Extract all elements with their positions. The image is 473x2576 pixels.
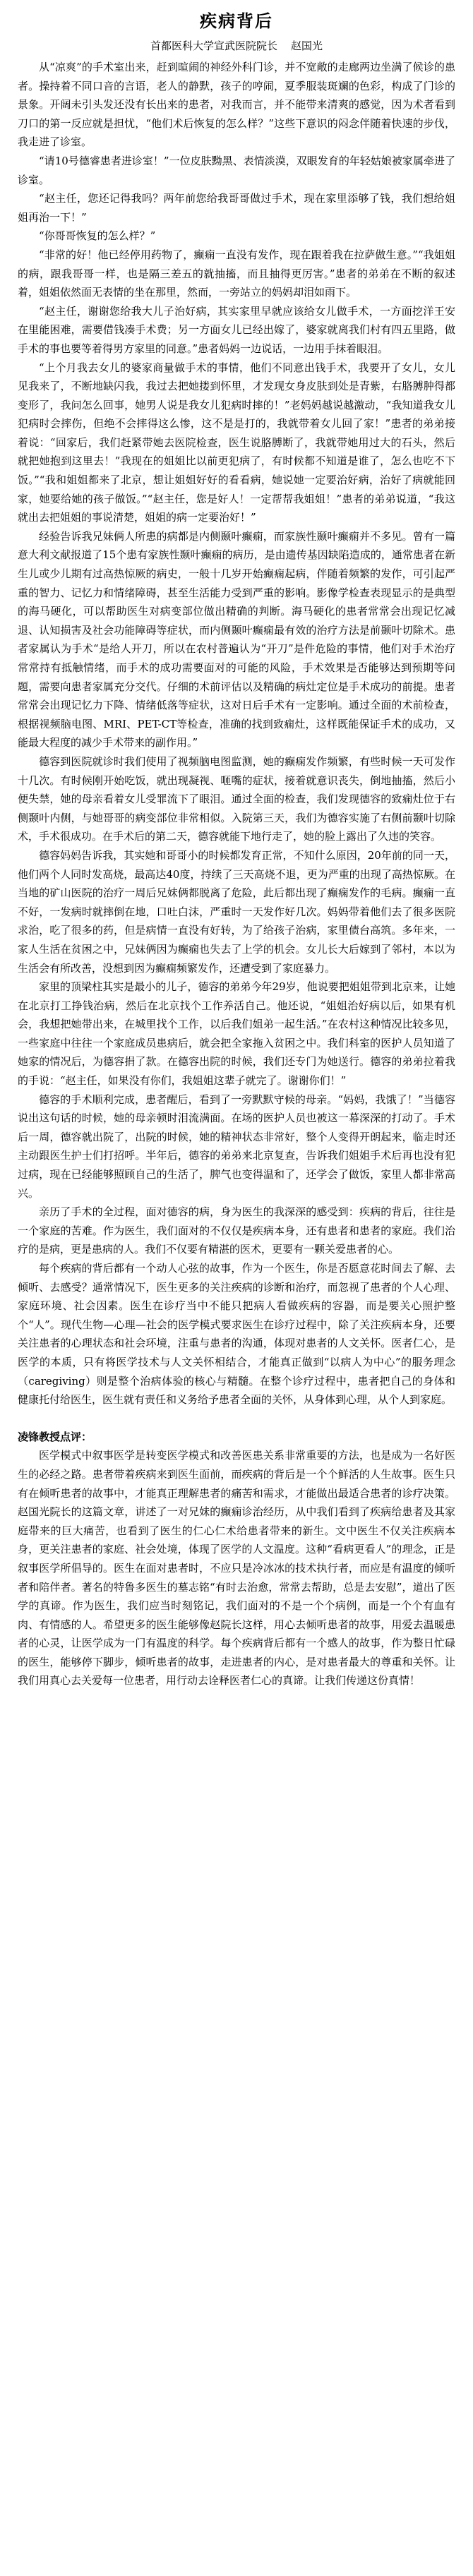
section-spacer <box>18 1409 455 1428</box>
commentary-paragraph: 医学模式中叙事医学是转变医学模式和改善医患关系非常重要的方法，也是成为一名好医生的必经之路。患者带着疾病来到医生面前，而疾病的背后是一个个鲜活的人生故事。医生只有在倾听患者的故事中，才能真正理解患者的痛苦和需求，才能做出最适合患者的诊疗决策。赵国光院长的这篇文章，讲述了一对兄妹的癫痫诊治经历，从中我们看到了疾病给患者及其家庭带来的巨大痛苦，也看到了医生的仁心仁术给患者带来的新生。文中医生不仅关注疾病本身，更关注患者的家庭、社会处境，体现了医学的人文温度。这种“看病更看人”的理念，正是叙事医学所倡导的。医生在面对患者时，不应只是冷冰冰的技术执行者，而应是有温度的倾听者和陪伴者。著名的特鲁多医生的墓志铭“有时去治愈，常常去帮助，总是去安慰”，道出了医学的真谛。作为医生，我们应当时刻铭记，我们面对的不是一个个病例，而是一个个有血有肉、有情感的人。希望更多的医生能够像赵院长这样，用心去倾听患者的故事，用爱去温暖患者的心灵，让医学成为一门有温度的科学。每个疾病背后都有一个感人的故事，作为整日忙碌的医生，能够停下脚步，倾听患者的故事，走进患者的内心，是对患者最大的尊重和关怀。让我们用真心去关爱每一位患者，用行动去诠释医者仁心的真谛。让我们传递这份真情！ <box>18 1449 455 1687</box>
commentary-heading: 凌锋教授点评： <box>18 1430 92 1443</box>
body-paragraph: “上个月我去女儿的婆家商量做手术的事情，他们不同意出钱手术，我要开了女儿，女儿见我来了，不断地缺闪我，我过去把她搂到怀里，才发现女身皮肤到处是青紫，右胳膊肿得都变形了，我问怎么回事，她男人说是我女儿犯病时摔的！”老妈妈越说越激动，“我知道我女儿犯病时会摔伤，但绝不会摔得这么惨，这不是是打的，我就带着女儿回了家！”患者的弟弟接着说：“回家后，我们赶紧带她去医院检查，医生说胳膊断了，我就带她用过大的石头，然后就把她抱到这里去！”我现在的姐姐比以前更犯病了，有时候都不知道是谁了，怎么也吃不下饭。”“我和姐姐都来了北京，想让姐姐好好的看看病，她说她一定要治好病，治好了病就能回家，她要给她的孩子做饭。”“赵主任，您是好人！一定帮帮我姐姐！”患者的弟弟说道，“我这就出去把姐姐的事说清楚，姐姐的病一定要治好！” <box>18 361 455 524</box>
body-paragraph: 德容到医院就诊时我们使用了视频脑电图监测，她的癫痫发作频繁，有些时候一天可发作十几次。有时候刚开始吃饭，就出现凝视、咂嘴的症状，接着就意识丧失，倒地抽搐，然后小便失禁，她的母亲看着女儿受罪流下了眼泪。通过全面的检查，我们发现德容的致痫灶位于右侧颞叶内侧，与她哥哥的病变部位非常相似。入院第三天，我们为德容实施了右侧前颞叶切除术，手术很成功。在手术后的第二天，德容就能下地行走了，她的脸上露出了久违的笑容。 <box>18 754 455 843</box>
article-title: 疾病背后 <box>200 11 273 31</box>
body-paragraph: “请10号德睿患者进诊室！”一位皮肤黝黑、表情淡漠，双眼发育的年轻姑娘被家属牵进了诊室。 <box>18 154 455 186</box>
body-paragraph: “赵主任，谢谢您给我大儿子治好病，其实家里早就应该给女儿做手术，一方面挖洋王安在里能困难，需要借钱凑手术费；另一方面女儿已经出嫁了，婆家就离我们村有四五里路，做手术的事也要等着得男方家里的同意。”患者妈妈一边说话，一边用手抹着眼泪。 <box>18 304 455 355</box>
body-paragraph: 经验告诉我兄妹俩人所患的病都是内侧颞叶癫痫，而家族性颞叶癫痫并不多见。曾有一篇意大利文献报道了15个患有家族性颞叶癫痫的病历，是由遗传基因缺陷造成的，通常患者在新生儿或少儿期有过高热惊厥的病史，一般十几岁开始癫痫起病，伴随着频繁的发作，可引起严重的智力、记忆力和情绪障碍，甚至生活能力受到严重的影响。影像学检查表现显示的是典型的海马硬化，可以帮助医生对病变部位做出精确的判断。海马硬化的患者常常会出现记忆减退、认知损害及社会功能障碍等症状，而内侧颞叶癫痫最有效的治疗方法是前颞叶切除术。患者家属认为手术“是给人开刀，所以在农村普遍认为“开刀”是件危险的事情，他们对手术治疗常常持有抵触情绪，而手术的成功需要面对的可能的风险，手术效果是否能够达到预期等问题，需要向患者家属充分交代。仔细的术前评估以及精确的病灶定位是手术成功的前提。患者常常会出现记忆力下降、情绪低落等症状，这对日后手术有一定影响。通过全面的术前检查，根据视频脑电图、MRI、PET-CT等检查，准确的找到致痫灶，这样既能保证手术的成功，又能最大程度的减少手术带来的副作用。” <box>18 529 455 750</box>
body-paragraph: 每个疾病的背后都有一个动人心弦的故事，作为一个医生，你是否愿意花时间去了解、去倾听、去感受？通常情况下，医生更多的关注疾病的诊断和治疗，而忽视了患者的个人心理、家庭环境、社会因素。医生在诊疗当中不能只把病人看做疾病的容器，而是要关心照护整个“人”。现代生物—心理—社会的医学模式要求医生在诊疗过程中，除了关注疾病本身，还要关注患者的心理状态和社会环境，注重与患者的沟通，体现对患者的人文关怀。医者仁心，是医学的本质，只有将医学技术与人文关怀相结合，才能真正做到“以病人为中心”的服务理念（caregiving）则是整个治病体验的核心与精髓。在整个诊疗过程中，患者把自己的身体和健康托付给医生，医生就有责任和义务给予患者全面的关怀，从身体到心理，从个人到家庭。 <box>18 1262 455 1407</box>
body-paragraph: 从“凉爽”的手术室出来，赶到暄闹的神经外科门诊，并不宽敞的走廊两边坐满了候诊的患者。操持着不同口音的言语，老人的静默，孩子的哼闹，夏季服装斑斓的色彩，构成了门诊的景象。开阔未引头发还没有长出来的患者，对我而言，并不能带来清爽的感觉，因为术者看到刀口的第一反应就是担忧，“他们术后恢复的怎么样？”这些下意识的闷念伴随着快速的步伐，我走进了诊室。 <box>18 61 455 149</box>
commentary-section <box>18 1428 455 1690</box>
article-byline: 首都医科大学宣武医院院长 赵国光 <box>150 40 323 52</box>
body-paragraph: 家里的顶梁柱其实是最小的儿子，德容的弟弟今年29岁，他说要把姐姐带到北京来，让她在北京打工挣钱治病，然后在北京找个工作养活自己。他还说，“姐姐治好病以后，如果有机会，我想把她带出来，在城里找个工作，以后我们姐弟一起生活。”在农村这种情况比较多见，一些家庭中往往一个家庭成员患病后，就会把全家拖入贫困之中。我们科室的医护人员知道了她家的情况后，为德容捐了款。在德容出院的时候，我们还专门为她送行。德容的弟弟拉着我的手说：“赵主任，如果没有你们，我姐姐这辈子就完了。谢谢你们！” <box>18 980 455 1088</box>
article-body <box>18 58 455 1409</box>
body-paragraph: “你哥哥恢复的怎么样？” <box>39 229 156 243</box>
body-paragraph: 德容妈妈告诉我，其实她和哥哥小的时候都发育正常，不知什么原因，20年前的同一天，他们两个人同时发高烧，最高达40度，持续了三天高烧不退，更为严重的出现了高热惊厥。在当地的矿山医院的治疗一周后兄妹俩都脱离了危险，此后都出现了癫痫发作的毛病。癫痫一直不好，一发病时就摔倒在地，口吐白沫，严重时一天发作好几次。妈妈带着他们去了很多医院求治，吃了很多的药，但是病情一直没有好转，为了给孩子治病，家里债台高筑。多年来，一家人生活在贫困之中，兄妹俩因为癫痫也失去了上学的机会。女儿长大后嫁到了邻村，本以为生活会有所改善，没想到因为癫痫频繁发作，还遭受到了家庭暴力。 <box>18 848 455 975</box>
body-paragraph: 德容的手术顺利完成，患者醒后，看到了一旁默默守候的母亲。“妈妈，我饿了！”当德容说出这句话的时候，她的母亲顿时泪流满面。在场的医护人员也被这一幕深深的打动了。手术后一周，德容就出院了，出院的时候，她的精神状态非常好，整个人变得开朗起来，临走时还主动跟医生护士们打招呼。半年后，德容的弟弟来北京复查，告诉我们姐姐手术后再也没有犯过病，现在已经能够照顾自己的生活了，脾气也变得温和了，还学会了做饭，家里人都非常高兴。 <box>18 1093 455 1200</box>
body-paragraph: “赵主任，您还记得我吗？两年前您给我哥哥做过手术，现在家里添够了钱，我们想给姐姐再治一下！” <box>18 192 455 224</box>
body-paragraph: “非常的好！他已经停用药物了，癫痫一直没有发作，现在跟着我在拉萨做生意。”“我姐姐的病，跟我哥哥一样，也是隔三差五的就抽搐，而且抽得更厉害。”患者的弟弟在不断的叙述着，姐姐依然面无表情的坐在那里，然而，一旁站立的妈妈却泪如雨下。 <box>18 248 455 299</box>
body-paragraph: 亲历了手术的全过程，面对德容的病，身为医生的我深深的感受到：疾病的背后，往往是一个家庭的苦难。作为医生，我们面对的不仅仅是疾病本身，还有患者和患者的家庭。我们治疗的是病，更是患病的人。我们不仅要有精湛的医术，更要有一颗关爱患者的心。 <box>18 1205 455 1256</box>
